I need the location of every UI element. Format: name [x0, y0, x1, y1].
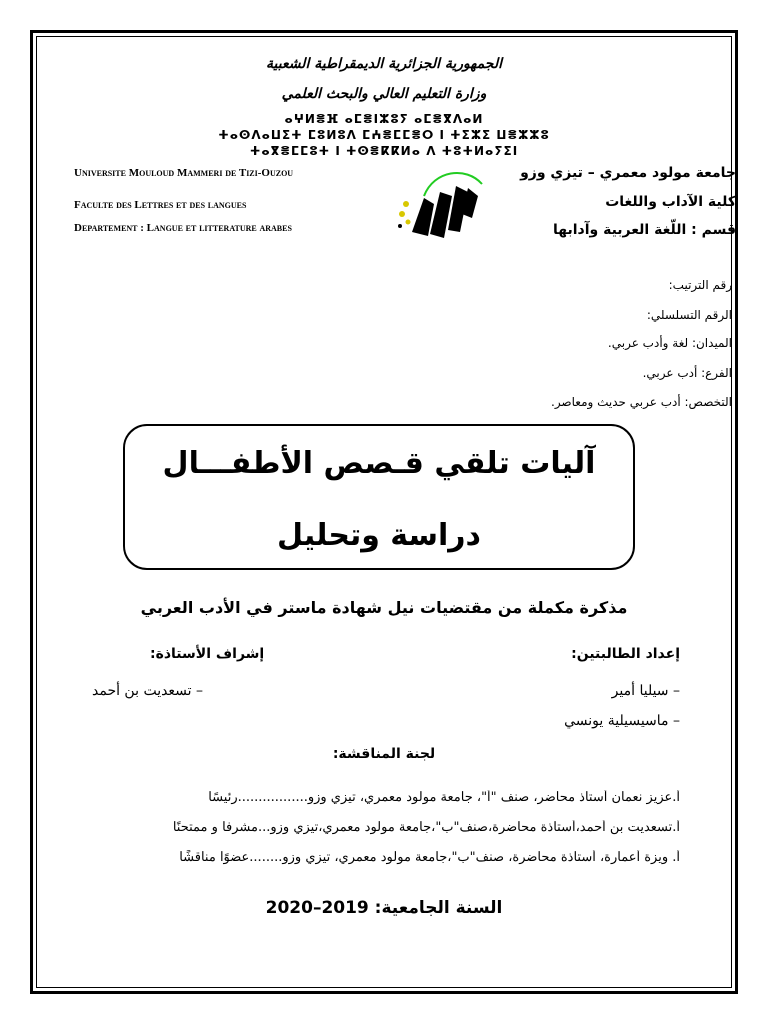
jury-member-3: أ. ويزة أعمارة، أستاذة محاضرة، صنف"ب"،جامعة مولود معمري، تيزي وزو........عضوًا مناقشًا — [179, 850, 680, 865]
thesis-title-line-2: دراسة وتحليل — [277, 518, 481, 553]
university-name-ar: جامعة مولود معمري – تيزي وزو — [520, 165, 736, 181]
ministry-header: وزارة التعليم العالي والبحث العلمي — [281, 86, 487, 102]
student-name-2: – ماسيسيلية يونسي — [564, 713, 680, 729]
jury-member-2: أ.تسعديت بن أحمد،أستاذة محاضرة،صنف"ب"،جامعة مولود معمري،تيزي وزو...مشرفا و ممتحنًا — [172, 820, 680, 835]
student-name-1: – سيليا أمير — [611, 683, 680, 699]
branch-label: الفرع: أدب عربي. — [642, 366, 732, 380]
serial-number-label: الرقم التسلسلي: — [646, 308, 732, 322]
department-name-fr: Departement : Langue et litterature arabes — [74, 222, 292, 234]
department-name-ar: قسم : اللّغة العربية وآدابها — [552, 222, 736, 238]
thesis-subtitle: مذكرة مكملة من مقتضيات نيل شهادة ماستر في الأدب العربي — [140, 598, 628, 617]
faculty-name-fr: Faculte des Lettres et des langues — [74, 199, 247, 211]
supervisor-label: إشراف الأستاذة: — [150, 646, 265, 662]
faculty-name-ar: كلية الآداب واللغات — [605, 194, 736, 210]
university-name-fr: Universite Mouloud Mammeri de Tizi-Ouzou — [74, 167, 294, 179]
rank-number-label: رقم الترتيب: — [668, 278, 732, 292]
tifinagh-line-1: ⴰⵖⵍⴻⴼ ⴰⵎⴻⵏⵣⵓⵢ ⴰⵎⴻⴳⴷⴰⵍ — [284, 112, 484, 126]
students-label: إعداد الطالبتين: — [571, 646, 680, 662]
university-logo-icon — [394, 162, 486, 242]
jury-member-1: أ.عزيز نعمان أستاذ محاضر، صنف "أ"، جامعة مولود معمري، تيزي وزو.................رئيسًا — [208, 790, 680, 805]
field-label: الميدان: لغة وأدب عربي. — [607, 336, 732, 350]
specialty-label: التخصص: أدب عربي حديث ومعاصر. — [551, 395, 732, 409]
academic-year: السنة الجامعية: 2019–2020 — [265, 898, 503, 918]
thesis-title-line-1: آليات تلقي قـصص الأطفـــال — [162, 446, 596, 481]
tifinagh-line-2: ⵜⴰⵙⴷⴰⵡⵉⵜ ⵎⵓⵍⵓⴷ ⵎⵄⴻⵎⵎⴻⵔ ⵏ ⵜⵉⵣⵉ ⵡⴻⵣⵣⵓ — [218, 128, 550, 142]
supervisor-name: – تسعديت بن أحمد — [92, 683, 204, 699]
tifinagh-line-3: ⵜⴰⴳⴻⵎⵎⵓⵜ ⵏ ⵜⵙⴻⴽⴽⵍⴰ ⴷ ⵜⵓⵜⵍⴰⵢⵉⵏ — [249, 144, 519, 158]
republic-header: الجمهورية الجزائرية الديمقراطية الشعبية — [265, 56, 502, 72]
jury-title: لجنة المناقشة: — [332, 746, 436, 762]
